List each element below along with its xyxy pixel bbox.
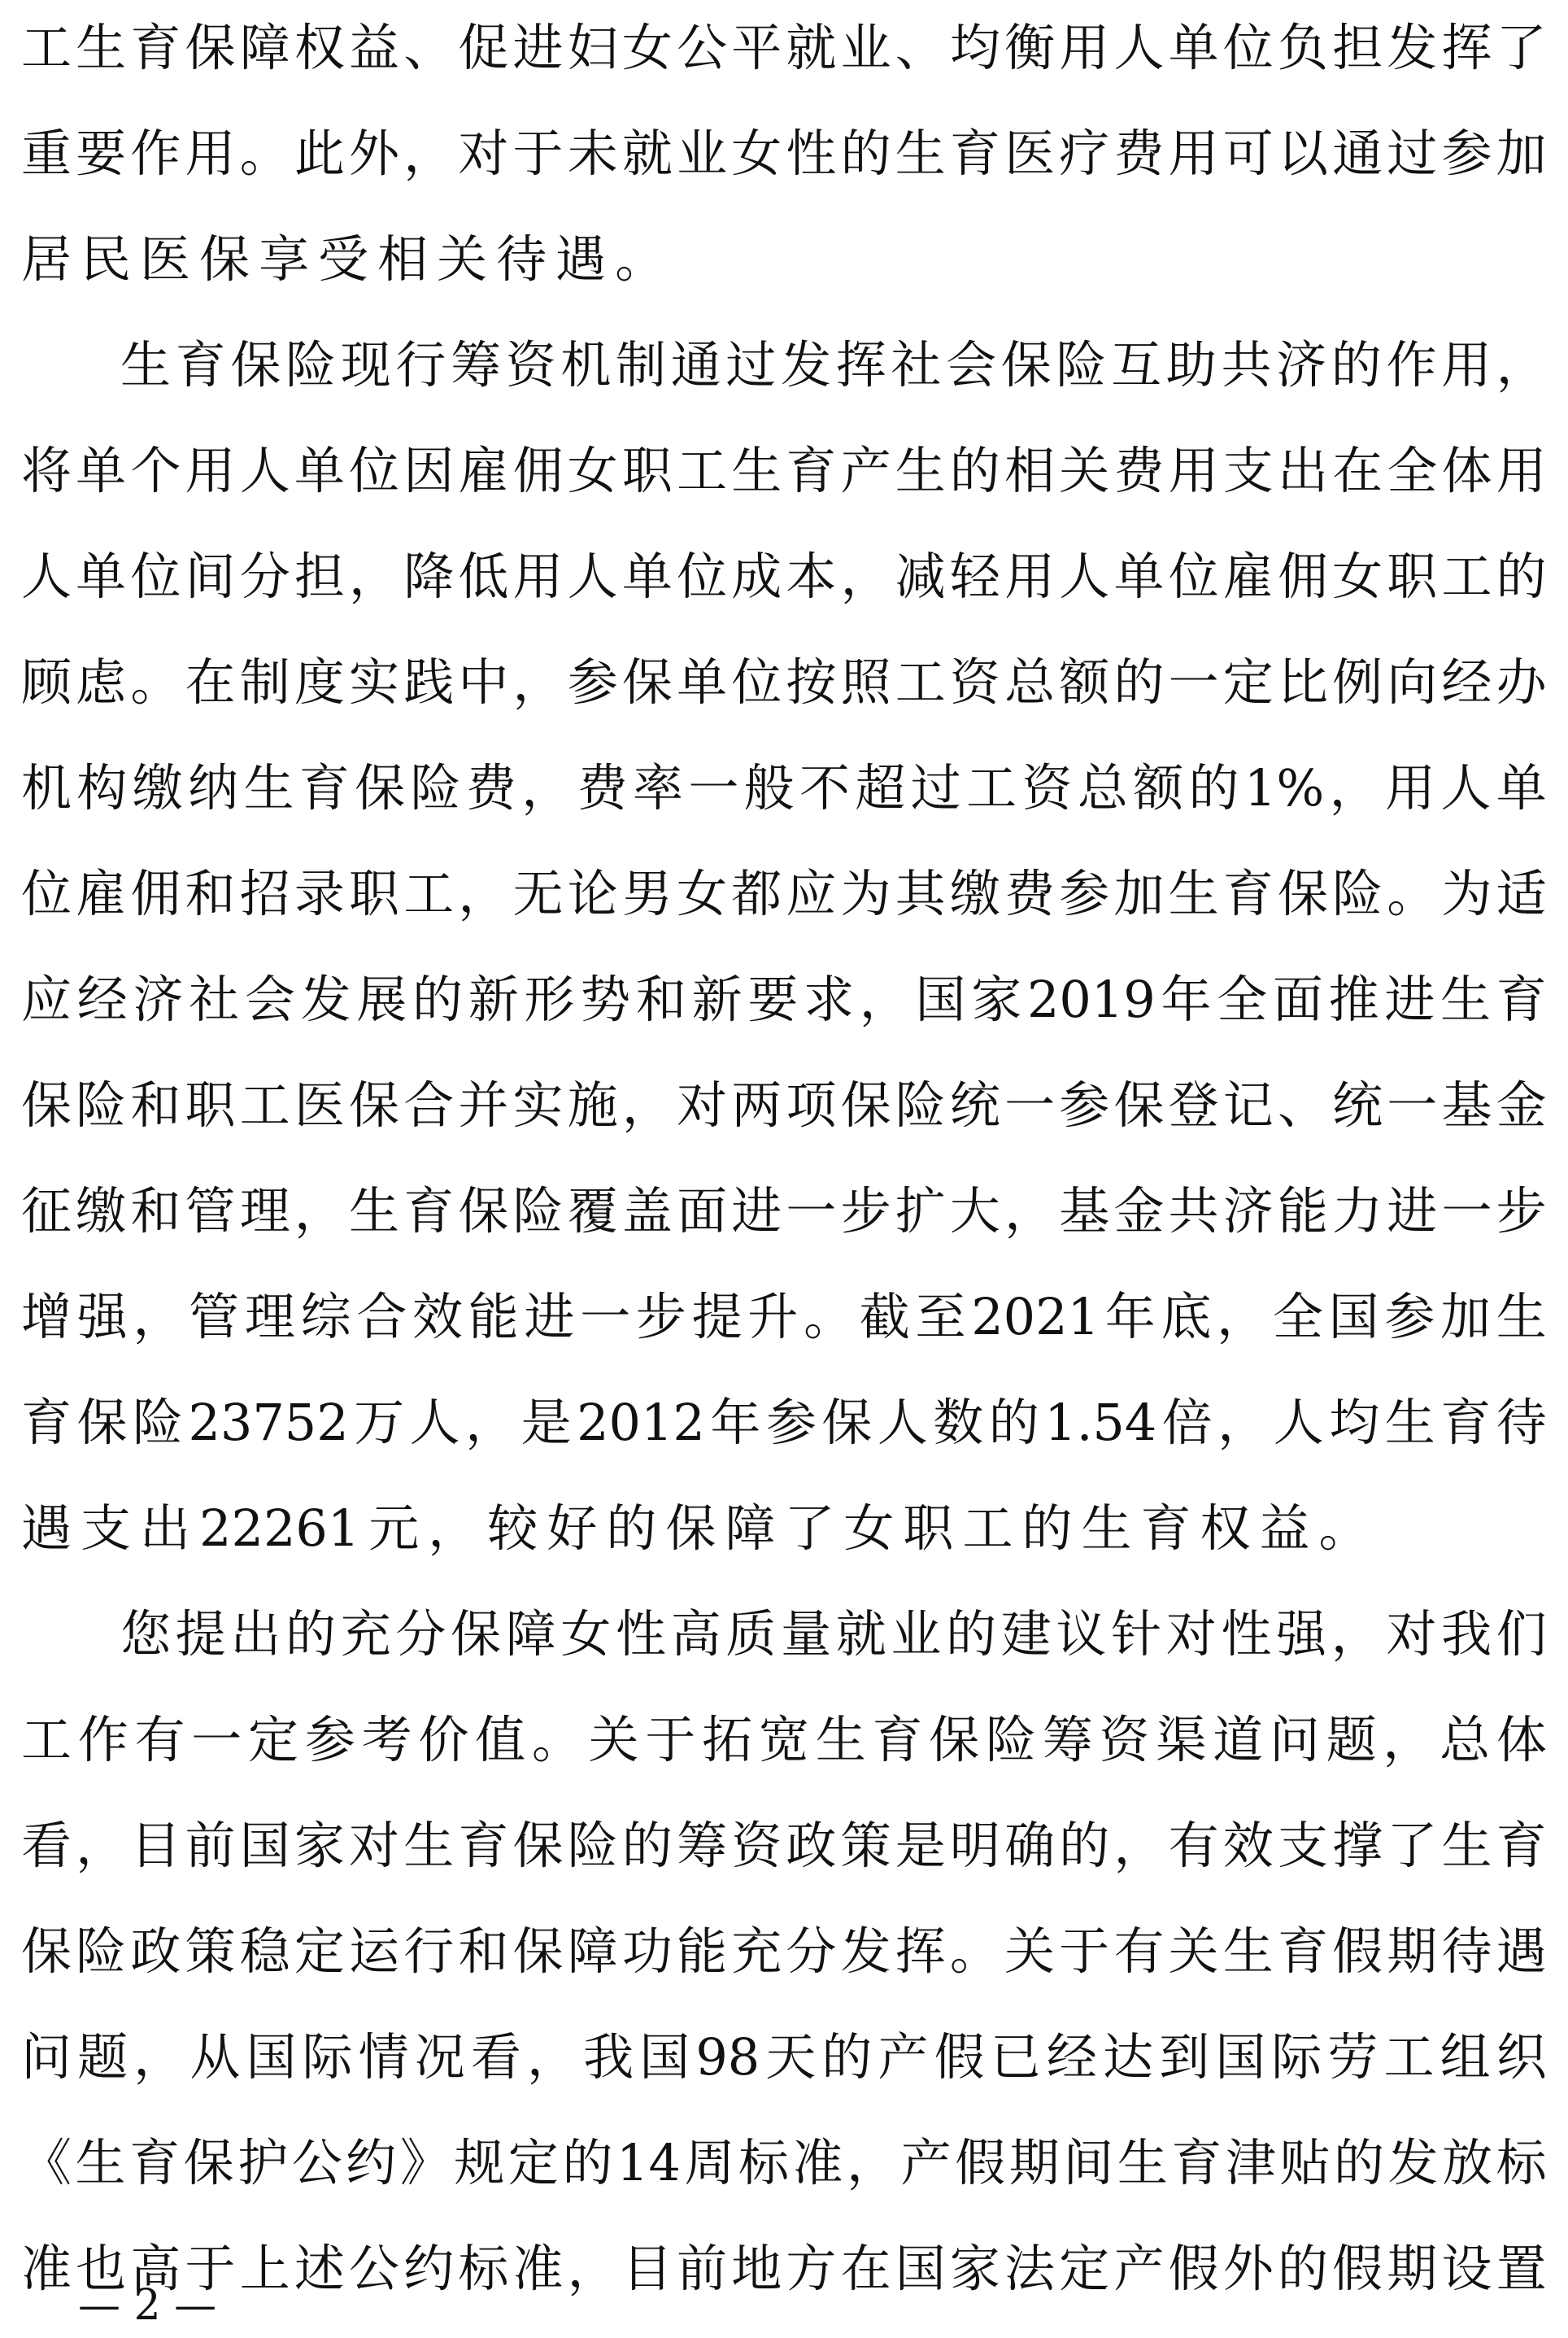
text-line: 重 要 作 用 。 此 外 ， 对 于 未 就 业 女 性 的 生 育 医 疗 费 用 可 以 通 过 参 加 [21, 124, 1547, 183]
text-line: 保 险 和 职 工 医 保 合 并 实 施 ， 对 两 项 保 险 统 一 参 保 登 记 、 统 一 基 金 [21, 1075, 1547, 1135]
text-line: 居 民 医 保 享 受 相 关 待 遇 。 [21, 229, 666, 289]
text-line: 人 单 位 间 分 担 ， 降 低 用 人 单 位 成 本 ， 减 轻 用 人 单 位 雇 佣 女 职 工 的 [21, 547, 1547, 606]
paragraph-first-line: 您 提 出 的 充 分 保 障 女 性 高 质 量 就 业 的 建 议 针 对 性 强 ， 对 我 们 [120, 1604, 1547, 1664]
text-line: 遇 支 出 22261 元 ， 较 好 的 保 障 了 女 职 工 的 生 育 权 益 。 [21, 1498, 1370, 1558]
text-line: 将 单 个 用 人 单 位 因 雇 佣 女 职 工 生 育 产 生 的 相 关 费 用 支 出 在 全 体 用 [21, 441, 1547, 500]
text-line: 应 经 济 社 会 发 展 的 新 形 势 和 新 要 求 ， 国 家 2019 年 全 面 推 进 生 育 [21, 970, 1547, 1029]
text-line: 工 作 有 一 定 参 考 价 值 。 关 于 拓 宽 生 育 保 险 筹 资 渠 道 问 题 ， 总 体 [21, 1710, 1547, 1769]
text-line: 征 缴 和 管 理 ， 生 育 保 险 覆 盖 面 进 一 步 扩 大 ， 基 金 共 济 能 力 进 一 步 [21, 1181, 1547, 1241]
text-line: 工 生 育 保 障 权 益 、 促 进 妇 女 公 平 就 业 、 均 衡 用 人 单 位 负 担 发 挥 了 [21, 18, 1547, 77]
text-line: 准 也 高 于 上 述 公 约 标 准 ， 目 前 地 方 在 国 家 法 定 产 假 外 的 假 期 设 置 [21, 2239, 1547, 2298]
text-line: 机 构 缴 纳 生 育 保 险 费 ， 费 率 一 般 不 超 过 工 资 总 额 的 1% ， 用 人 单 [21, 758, 1547, 818]
text-line: 《 生 育 保 护 公 约 》 规 定 的 14 周 标 准 ， 产 假 期 间 生 育 津 贴 的 发 放 标 [21, 2133, 1547, 2192]
text-line: 保 险 政 策 稳 定 运 行 和 保 障 功 能 充 分 发 挥 。 关 于 有 关 生 育 假 期 待 遇 [21, 1921, 1547, 1981]
text-line: 问 题 ， 从 国 际 情 况 看 ， 我 国 98 天 的 产 假 已 经 达 到 国 际 劳 工 组 织 [21, 2027, 1547, 2087]
page-number: — 2 — [78, 2281, 217, 2330]
text-line: 看 ， 目 前 国 家 对 生 育 保 险 的 筹 资 政 策 是 明 确 的 ， 有 效 支 撑 了 生 育 [21, 1816, 1547, 1875]
text-line: 位 雇 佣 和 招 录 职 工 ， 无 论 男 女 都 应 为 其 缴 费 参 加 生 育 保 险 。 为 适 [21, 864, 1547, 923]
paragraph-first-line: 生 育 保 险 现 行 筹 资 机 制 通 过 发 挥 社 会 保 险 互 助 共 济 的 作 用 ， [120, 335, 1547, 395]
text-line: 顾 虑 。 在 制 度 实 践 中 ， 参 保 单 位 按 照 工 资 总 额 的 一 定 比 例 向 经 办 [21, 652, 1547, 712]
text-line: 育 保 险 23752 万 人 ， 是 2012 年 参 保 人 数 的 1.54 倍 ， 人 均 生 育 待 [21, 1393, 1547, 1452]
text-line: 增 强 ， 管 理 综 合 效 能 进 一 步 提 升 。 截 至 2021 年 底 ， 全 国 参 加 生 [21, 1287, 1547, 1346]
